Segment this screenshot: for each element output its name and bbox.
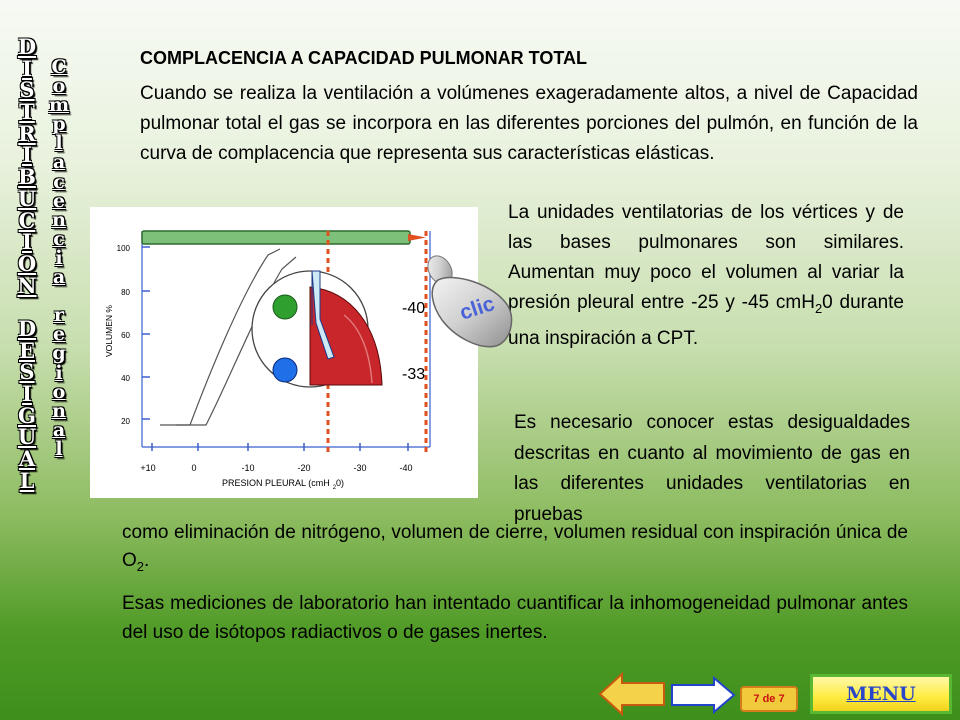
y-tick-label: 80	[121, 288, 130, 297]
menu-button[interactable]: MENU	[810, 674, 952, 714]
clic-button[interactable]	[424, 250, 516, 354]
vertical-title-letter: p	[52, 113, 66, 136]
y-axis-label: VOLUMEN %	[104, 305, 114, 357]
vertical-title-letter: i	[55, 246, 63, 269]
x-tick-label: -20	[297, 463, 311, 473]
vertical-title-letter: B	[18, 164, 36, 190]
necessity-paragraph: Es necesario conocer estas desigualdades descritas en cuanto al movimiento de gas en las diferentes unidades ventilatorias en pruebas	[514, 412, 910, 525]
vertical-title-letter: E	[18, 337, 35, 363]
vertical-title-letter: o	[52, 380, 66, 403]
vertical-title-letter: e	[52, 189, 66, 212]
x-tick-label: 0	[191, 463, 197, 473]
vertical-title-letter: R	[18, 120, 36, 146]
x-tick-label: -40	[399, 463, 413, 473]
vertical-title-letter: a	[52, 418, 66, 441]
vertical-title-letter: l	[55, 437, 63, 460]
vertical-title-letter: l	[55, 132, 63, 155]
base-unit-dot	[273, 358, 297, 382]
x-tick-label: +10	[140, 463, 156, 473]
vertical-title-letter: S	[19, 359, 35, 385]
vertical-title-letter: C	[51, 56, 67, 78]
arrow-left-icon	[598, 672, 666, 716]
vertical-title-distribucion-desigual	[10, 36, 44, 491]
clic-label: clic	[456, 292, 498, 325]
vertical-title-letter: O	[17, 250, 37, 276]
vertical-title-letter: D	[17, 315, 37, 341]
vertical-title-letter: o	[52, 75, 66, 98]
x-tick-label: -10	[241, 463, 255, 473]
tests-paragraph: como eliminación de nitrógeno, volumen de cierre, volumen residual con inspiración única de $O_2$.	[122, 522, 908, 574]
vertical-title-letter: U	[17, 185, 37, 211]
vertical-title-letter: e	[52, 323, 66, 346]
vertical-title-letter: I	[22, 381, 32, 406]
x-tick-label: -30	[353, 463, 367, 473]
vertical-title-letter: A	[18, 446, 36, 472]
vertical-title-letter: G	[18, 402, 36, 428]
units-paragraph: La unidades ventilatorias de los vértices y de las bases pulmonares son similares. Aumentan muy poco el volumen al variar la presión pleural entre -25 y -45 cmH$_2$0 durante una inspiración a CPT.	[508, 202, 904, 349]
vertical-title-letter: i	[55, 361, 63, 384]
vertical-title-letter: L	[19, 467, 35, 493]
back-button[interactable]	[598, 672, 666, 716]
intro-paragraph: Cuando se realiza la ventilación a volúmenes exageradamente altos, a nivel de Capacidad pulmonar total el gas se incorpora en las diferentes porciones del pulmón, en función de la curva de complacencia que representa sus características elásticas.	[140, 83, 918, 164]
y-tick-label: 100	[116, 244, 130, 253]
vertical-title-letter: n	[52, 399, 66, 422]
vertical-title-letter: a	[52, 151, 66, 174]
vertical-title-letter: I	[22, 229, 32, 255]
pressure-label-bottom: -33	[402, 366, 426, 383]
y-tick-label: 20	[121, 417, 130, 426]
vertical-title-letter: C	[18, 207, 36, 233]
vertical-title-letter: D	[17, 34, 37, 59]
vertical-title-letter: T	[19, 99, 35, 125]
vertical-title-letter: g	[52, 342, 66, 365]
vertical-title-complacencia-regional	[42, 58, 76, 459]
vertical-title-letter: I	[22, 55, 32, 81]
vertical-title-letter: c	[53, 170, 65, 193]
y-tick-label: 60	[121, 331, 130, 340]
vertical-title-letter: n	[52, 208, 66, 231]
measurements-paragraph: Esas mediciones de laboratorio han intentado cuantificar la inhomogeneidad pulmonar antes del uso de isótopos radiactivos o de gases inertes.	[122, 593, 908, 643]
x-axis-label: PRESION PLEURAL (cmH $_2$0)	[222, 478, 345, 491]
vertical-title-letter: S	[19, 77, 35, 103]
bar-arrow-tip	[408, 234, 426, 241]
apex-unit-dot	[273, 295, 297, 319]
vertical-title-letter: U	[17, 424, 37, 450]
vertical-title-letter: r	[53, 304, 64, 327]
vertical-title-letter: a	[52, 266, 66, 289]
compliance-chart	[90, 207, 478, 498]
volume-bar	[142, 231, 410, 244]
page-heading: COMPLACENCIA A CAPACIDAD PULMONAR TOTAL	[140, 48, 587, 68]
vertical-title-letter: I	[22, 142, 32, 168]
arrow-right-icon	[670, 676, 736, 714]
next-button[interactable]	[670, 676, 736, 714]
pressure-label-top: -40	[402, 300, 426, 317]
vertical-title-letter: m	[48, 94, 70, 117]
vertical-title-letter: N	[17, 272, 37, 298]
y-tick-label: 40	[121, 374, 130, 383]
vertical-title-letter: c	[53, 227, 65, 250]
page-counter: 7 de 7	[740, 686, 798, 712]
